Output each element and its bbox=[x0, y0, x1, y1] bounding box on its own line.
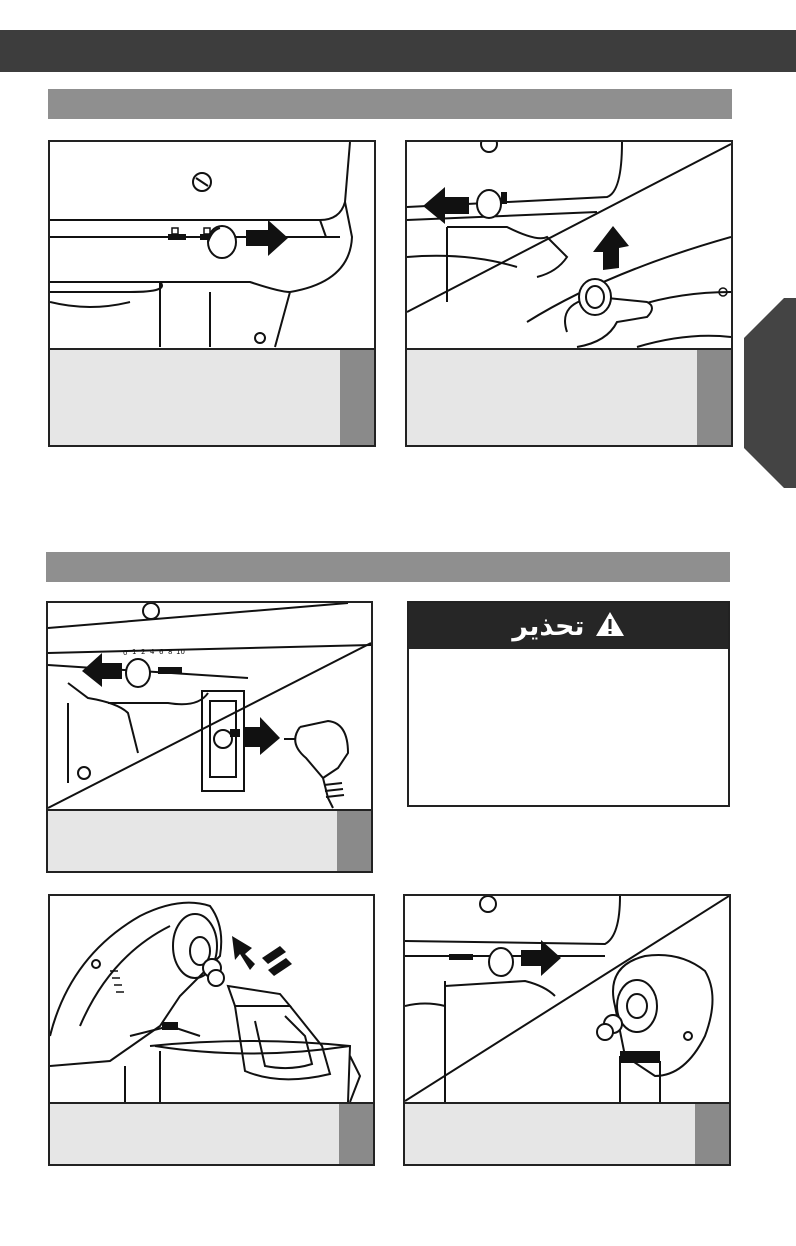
speed-scale bbox=[123, 648, 185, 657]
figure-panel-3 bbox=[46, 601, 373, 873]
step-tab-2 bbox=[697, 350, 731, 445]
figure-caption-1 bbox=[50, 348, 374, 445]
figure-caption-4 bbox=[50, 1102, 373, 1164]
warning-title: تحذير bbox=[512, 610, 585, 642]
figure-panel-4 bbox=[48, 894, 375, 1166]
svg-text:1: 1 bbox=[132, 648, 137, 656]
warning-header bbox=[409, 603, 728, 649]
step-tab-5 bbox=[695, 1104, 729, 1164]
mixer-lock-lever-illustration bbox=[50, 142, 374, 348]
warning-triangle-icon bbox=[595, 611, 625, 641]
figure-panel-5 bbox=[403, 894, 731, 1166]
svg-text:10: 10 bbox=[176, 648, 185, 656]
attachment-hub-illustration bbox=[407, 142, 731, 348]
step-tab-1 bbox=[340, 350, 374, 445]
unplug-illustration bbox=[48, 603, 371, 809]
figure-caption-2 bbox=[407, 348, 731, 445]
svg-text:4: 4 bbox=[150, 648, 155, 656]
figure-panel-2 bbox=[405, 140, 733, 447]
warning-box bbox=[407, 601, 730, 807]
section-bar-1 bbox=[48, 89, 732, 119]
lock-head-illustration bbox=[405, 896, 729, 1102]
step-tab-4 bbox=[339, 1104, 373, 1164]
svg-text:2: 2 bbox=[141, 648, 146, 656]
figure-panel-1 bbox=[48, 140, 376, 447]
svg-text:0: 0 bbox=[123, 649, 128, 657]
page-header-bar bbox=[0, 30, 796, 72]
attach-beater-illustration bbox=[50, 896, 373, 1102]
step-tab-3 bbox=[337, 811, 371, 871]
side-tab bbox=[744, 298, 796, 488]
svg-text:6: 6 bbox=[159, 648, 164, 656]
figure-caption-5 bbox=[405, 1102, 729, 1164]
section-bar-2 bbox=[46, 552, 730, 582]
figure-caption-3 bbox=[48, 809, 371, 871]
svg-text:8: 8 bbox=[168, 648, 173, 656]
